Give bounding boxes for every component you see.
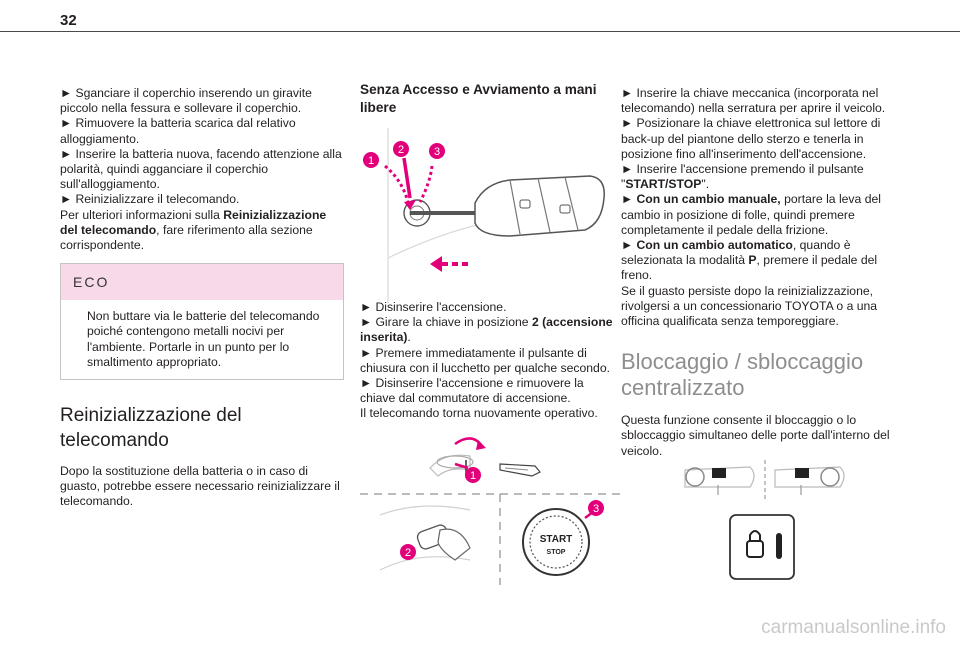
cross-reference-link: Reinizializzazione del telecomando [60, 207, 327, 237]
column-right [621, 86, 893, 459]
dashboard-right-icon [775, 467, 844, 495]
steering-column-reader-icon [380, 506, 470, 570]
step-line: ► Girare la chiave in posizione 2 (accensione inserita). [360, 315, 613, 345]
svg-text:3: 3 [592, 503, 600, 515]
instruction-line: ► Sganciare il coperchio inserendo un giravite piccolo nella fessura e sollevare il coperchio. [60, 86, 312, 116]
eco-notice [60, 263, 344, 380]
section-title-reinit: Reinizializzazione del telecomando [60, 405, 242, 452]
section-text-reinit: Dopo la sostituzione della batteria o in caso di guasto, potrebbe essere necessario reinizializzare il telecomando. [60, 464, 340, 509]
dashboard-left-icon [685, 467, 754, 495]
step-line: ► Premere immediatamente il pulsante di chiusura con il lucchetto per qualche secondo. [360, 345, 610, 375]
backup-start-illustration [360, 430, 620, 585]
column-left [60, 86, 344, 510]
instruction-line: ► Rimuovere la batteria scarica dal relativo alloggiamento. [60, 116, 296, 146]
ignition-key-illustration [360, 128, 610, 303]
eco-heading: ECO [61, 264, 343, 300]
instruction-line: ► Inserire la batteria nuova, facendo attenzione alla polarità, quindi agganciare il coperchio sull'alloggiamento. [60, 146, 342, 192]
callout-2-label: 2 [397, 144, 405, 156]
header-rule [0, 31, 960, 32]
eco-text: Non buttare via le batterie del telecomando poiché contengono metalli nocivi per l'ambiente. Portarle in un punto per lo smaltimento appropriato. [87, 309, 320, 369]
page-number: 32 [60, 12, 77, 29]
central-locking-illustration [680, 455, 850, 585]
lock-button-icon [730, 515, 794, 579]
watermark: carmanualsonline.info [761, 617, 946, 638]
advice-text: Se il guasto persiste dopo la reinizializzazione, rivolgersi a un concessionario TOYOTA o a una officina qualificata senza temporeggiare. [621, 283, 878, 329]
callout-3-label: 3 [433, 146, 441, 158]
instruction-line: ► Posizionare la chiave elettronica sul lettore di back-up del piantone dello sterzo e tenerla in posizione fino all'inserimento dell'accensione. [621, 116, 881, 161]
instruction-line: ► Inserire l'accensione premendo il pulsante "START/STOP". [621, 162, 864, 192]
svg-text:2: 2 [404, 547, 412, 559]
column-middle [360, 81, 622, 125]
instruction-line: ► Inserire la chiave meccanica (incorporata nel telecomando) nella serratura per aprire il veicolo. [621, 86, 886, 116]
step-line: ► Disinserire l'accensione e rimuovere la chiave dal commutatore di accensione. [360, 376, 584, 406]
step-line: ► Disinserire l'accensione. [360, 300, 507, 314]
stop-label: STOP [546, 549, 566, 556]
cross-reference: Per ulteriori informazioni sulla Reinizializzazione del telecomando, fare riferimento alla sezione corrispondente. [60, 207, 327, 253]
instruction-line: ► Con un cambio automatico, quando è selezionata la modalità P, premere il pedale del freno. [621, 238, 878, 283]
instruction-line: ► Reinizializzare il telecomando. [60, 192, 240, 207]
svg-text:1: 1 [469, 470, 477, 482]
smart-key-fob-icon [475, 176, 604, 236]
section-text-central-locking: Questa funzione consente il bloccaggio o lo sbloccaggio simultaneo delle porte dall'interno del veicolo. [621, 413, 890, 458]
start-stop-button-icon [523, 509, 589, 575]
subsection-title: Senza Accesso e Avviamento a mani libere [360, 82, 597, 115]
mechanical-key-icon [500, 464, 540, 476]
callout-1-label: 1 [367, 155, 375, 167]
step-line: Il telecomando torna nuovamente operativo. [360, 406, 598, 421]
column-middle-steps [360, 300, 622, 422]
section-title-central-locking: Bloccaggio / sbloccaggio centralizzato [621, 349, 864, 401]
instruction-line: ► Con un cambio manuale, portare la leva del cambio in posizione di folle, quindi premere completamente il pedale della frizione. [621, 192, 881, 237]
start-label: START [539, 534, 573, 545]
